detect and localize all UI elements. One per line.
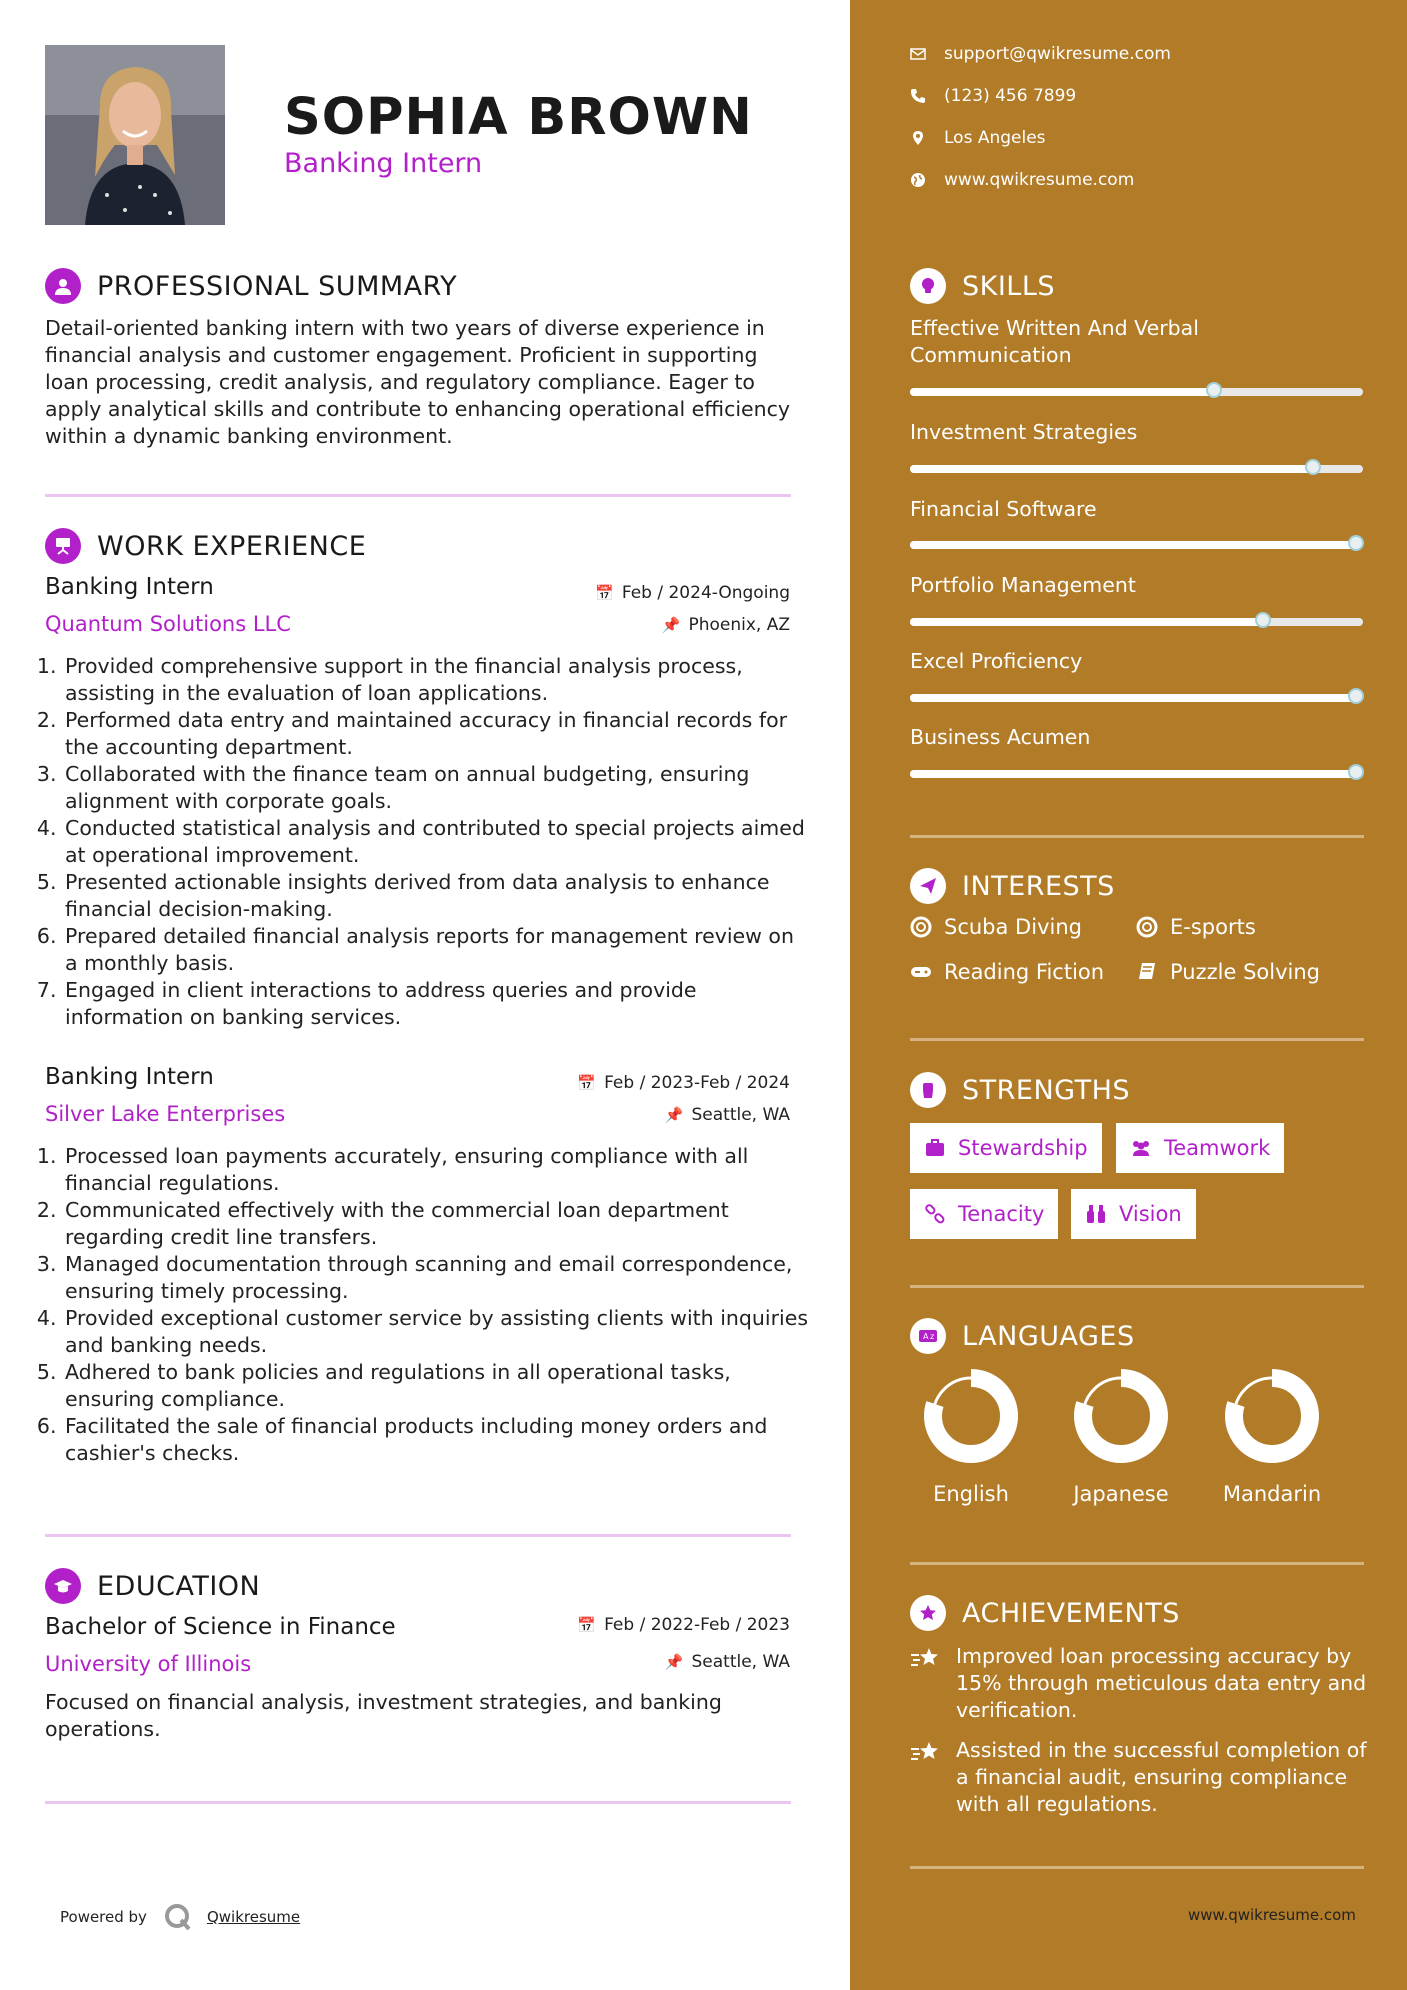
skill-label: Financial Software bbox=[910, 497, 1097, 521]
job-title: Banking Intern bbox=[45, 1064, 214, 1090]
interest-label: Reading Fiction bbox=[944, 960, 1105, 984]
svg-text:A: A bbox=[923, 1332, 929, 1341]
skill-bar bbox=[910, 465, 1363, 473]
summary-title: PROFESSIONAL SUMMARY bbox=[97, 270, 458, 302]
strength-label: Vision bbox=[1119, 1202, 1182, 1226]
candidate-name: SOPHIA BROWN bbox=[284, 88, 753, 147]
interests-title: INTERESTS bbox=[962, 870, 1115, 902]
strength-label: Stewardship bbox=[958, 1136, 1088, 1160]
language-name: Mandarin bbox=[1222, 1482, 1322, 1506]
link-icon bbox=[924, 1203, 946, 1225]
skill-bar bbox=[910, 694, 1363, 702]
interest-item bbox=[910, 915, 1082, 939]
interest-item bbox=[1136, 960, 1320, 984]
education-date-text: Feb / 2022-Feb / 2023 bbox=[604, 1615, 790, 1635]
language-item bbox=[1212, 1368, 1332, 1506]
job-date-text: Feb / 2023-Feb / 2024 bbox=[604, 1073, 790, 1093]
list-item: 2. Performed data entry and maintained accuracy in financial records for the accounting department. bbox=[63, 707, 813, 761]
contact-email-text[interactable]: support@qwikresume.com bbox=[944, 44, 1171, 64]
contact-phone bbox=[910, 86, 1076, 106]
graduation-cap-icon bbox=[45, 1568, 81, 1604]
interest-label: Puzzle Solving bbox=[1170, 960, 1320, 984]
job-date-text: Feb / 2024-Ongoing bbox=[621, 583, 790, 603]
section-divider bbox=[910, 835, 1364, 838]
interest-item bbox=[1136, 915, 1256, 939]
skill-bar-fill bbox=[910, 465, 1313, 473]
list-item: 1. Provided comprehensive support in the financial analysis process, assisting in the evaluation of loan applications. bbox=[63, 653, 813, 707]
skill-label: Portfolio Management bbox=[910, 573, 1136, 597]
skill-level-knob bbox=[1206, 382, 1222, 398]
degree-title: Bachelor of Science in Finance bbox=[45, 1614, 396, 1640]
list-item: 6. Facilitated the sale of financial products including money orders and cashier's checks. bbox=[63, 1413, 813, 1467]
section-divider bbox=[45, 1801, 791, 1804]
interest-label: E-sports bbox=[1170, 915, 1256, 939]
job-bullets bbox=[45, 1143, 813, 1467]
achievements-title: ACHIEVEMENTS bbox=[962, 1597, 1180, 1629]
education-title: EDUCATION bbox=[97, 1570, 261, 1602]
list-item: 5. Presented actionable insights derived from data analysis to enhance financial decision-making. bbox=[63, 869, 813, 923]
work-title: WORK EXPERIENCE bbox=[97, 530, 367, 562]
skill-bar bbox=[910, 770, 1363, 778]
paper-plane-icon bbox=[910, 868, 946, 904]
contact-email bbox=[910, 44, 1171, 64]
language-icon bbox=[910, 1318, 946, 1354]
star-badge-icon bbox=[910, 1595, 946, 1631]
language-name: English bbox=[933, 1482, 1009, 1506]
achievement-text: Assisted in the successful completion of a financial audit, ensuring compliance with all regulations. bbox=[956, 1738, 1367, 1816]
strengths-heading bbox=[910, 1072, 1130, 1108]
contact-website bbox=[910, 170, 1134, 190]
strength-chip bbox=[910, 1189, 1058, 1239]
list-item: 7. Engaged in client interactions to address queries and provide information on banking services. bbox=[63, 977, 813, 1031]
lifebuoy-icon bbox=[1136, 916, 1158, 938]
language-donut bbox=[1224, 1368, 1320, 1464]
achievement-text: Improved loan processing accuracy by 15% through meticulous data entry and verification. bbox=[956, 1644, 1367, 1722]
binoculars-icon bbox=[1085, 1203, 1107, 1225]
job-company: Silver Lake Enterprises bbox=[45, 1102, 286, 1126]
pin-icon: 📌 bbox=[661, 616, 681, 634]
interest-label: Scuba Diving bbox=[944, 915, 1082, 939]
powered-by bbox=[60, 1902, 300, 1932]
lifebuoy-icon bbox=[910, 916, 932, 938]
candidate-title: Banking Intern bbox=[284, 148, 483, 179]
list-item: 3. Managed documentation through scanning and email correspondence, ensuring timely processing. bbox=[63, 1251, 813, 1305]
skill-label: Excel Proficiency bbox=[910, 649, 1083, 673]
contact-location bbox=[910, 128, 1046, 148]
job-company: Quantum Solutions LLC bbox=[45, 612, 291, 636]
list-item: 3. Collaborated with the finance team on annual budgeting, ensuring alignment with corporate goals. bbox=[63, 761, 813, 815]
education-location bbox=[665, 1652, 790, 1672]
section-divider bbox=[45, 494, 791, 497]
skill-bar bbox=[910, 618, 1363, 626]
shooting-star-icon bbox=[910, 1645, 942, 1673]
fist-icon bbox=[910, 1072, 946, 1108]
calendar-icon: 📅 bbox=[577, 1074, 597, 1092]
languages-heading bbox=[910, 1318, 1135, 1354]
achievement-item bbox=[910, 1643, 1370, 1724]
list-item: 5. Adhered to bank policies and regulations in all operational tasks, ensuring compliance. bbox=[63, 1359, 813, 1413]
skill-label: Business Acumen bbox=[910, 725, 1091, 749]
section-divider bbox=[910, 1562, 1364, 1565]
list-item: 4. Provided exceptional customer service by assisting clients with inquiries and banking needs. bbox=[63, 1305, 813, 1359]
summary-heading bbox=[45, 268, 457, 304]
job-date bbox=[595, 583, 790, 603]
language-item bbox=[911, 1368, 1031, 1506]
work-heading bbox=[45, 528, 366, 564]
skill-label: Effective Written And Verbal Communication bbox=[910, 316, 1199, 367]
strengths-title: STRENGTHS bbox=[962, 1074, 1131, 1106]
job-location-text: Seattle, WA bbox=[691, 1105, 790, 1125]
footer-site[interactable]: www.qwikresume.com bbox=[1188, 1906, 1356, 1924]
section-divider bbox=[910, 1038, 1364, 1041]
user-icon bbox=[45, 268, 81, 304]
strength-chip bbox=[1071, 1189, 1196, 1239]
education-heading bbox=[45, 1568, 260, 1604]
section-divider bbox=[910, 1866, 1364, 1869]
skill-bar bbox=[910, 541, 1363, 549]
map-marker-icon bbox=[910, 130, 926, 146]
powered-by-label: Powered by bbox=[60, 1908, 147, 1926]
job-location bbox=[665, 1105, 790, 1125]
lightbulb-icon bbox=[910, 268, 946, 304]
language-item bbox=[1061, 1368, 1181, 1506]
skill-bar-fill bbox=[910, 770, 1363, 778]
education-location-text: Seattle, WA bbox=[691, 1652, 790, 1672]
envelope-icon bbox=[910, 46, 926, 62]
users-icon bbox=[1130, 1137, 1152, 1159]
summary-text: Detail-oriented banking intern with two years of diverse experience in financial analysis and customer engagement. Proficient in supporting loan processing, credit analysis, and regulatory compliance. Eager to apply analytical skills and contribute to enhancing operational efficiency within a dynamic banking environment. bbox=[45, 316, 791, 448]
brand-link[interactable]: Qwikresume bbox=[206, 1908, 301, 1926]
book-icon bbox=[1136, 961, 1158, 983]
skill-bar-fill bbox=[910, 541, 1363, 549]
svg-text:z: z bbox=[930, 1332, 935, 1341]
skill-level-knob bbox=[1305, 459, 1321, 475]
skill-level-knob bbox=[1255, 612, 1271, 628]
language-donut bbox=[1073, 1368, 1169, 1464]
pin-icon: 📌 bbox=[664, 1106, 684, 1124]
section-divider bbox=[910, 1285, 1364, 1288]
profile-photo bbox=[45, 45, 225, 225]
qwikresume-logo-icon bbox=[163, 1902, 193, 1932]
phone-icon bbox=[910, 88, 926, 104]
skill-bar-fill bbox=[910, 694, 1363, 702]
contact-phone-text: (123) 456 7899 bbox=[944, 86, 1077, 106]
pin-icon: 📌 bbox=[664, 1653, 684, 1671]
skill-label: Investment Strategies bbox=[910, 420, 1138, 444]
interest-item bbox=[910, 960, 1104, 984]
skill-bar-fill bbox=[910, 618, 1263, 626]
achievement-item bbox=[910, 1737, 1370, 1818]
calendar-icon: 📅 bbox=[577, 1616, 597, 1634]
skills-title: SKILLS bbox=[962, 270, 1056, 302]
job-location bbox=[662, 615, 790, 635]
list-item: 1. Processed loan payments accurately, ensuring compliance with all financial regulations. bbox=[63, 1143, 813, 1197]
briefcase-icon bbox=[924, 1137, 946, 1159]
languages-title: LANGUAGES bbox=[962, 1320, 1135, 1352]
presentation-icon bbox=[45, 528, 81, 564]
calendar-icon: 📅 bbox=[595, 584, 614, 602]
language-name: Japanese bbox=[1073, 1482, 1169, 1506]
list-item: 4. Conducted statistical analysis and contributed to special projects aimed at operational improvement. bbox=[63, 815, 813, 869]
contact-website-text[interactable]: www.qwikresume.com bbox=[944, 170, 1135, 190]
language-donut bbox=[923, 1368, 1019, 1464]
school-name: University of Illinois bbox=[45, 1652, 252, 1676]
achievements-heading bbox=[910, 1595, 1180, 1631]
list-item: 2. Communicated effectively with the commercial loan department regarding credit line transfers. bbox=[63, 1197, 813, 1251]
job-date bbox=[577, 1073, 790, 1093]
shooting-star-icon bbox=[910, 1739, 942, 1767]
skill-bar-fill bbox=[910, 388, 1214, 396]
contact-location-text: Los Angeles bbox=[944, 128, 1046, 148]
education-date bbox=[577, 1615, 790, 1635]
section-divider bbox=[45, 1534, 791, 1537]
strength-label: Tenacity bbox=[958, 1202, 1045, 1226]
gamepad-icon bbox=[910, 961, 932, 983]
job-title: Banking Intern bbox=[45, 574, 214, 600]
skill-bar bbox=[910, 388, 1363, 396]
skills-heading bbox=[910, 268, 1055, 304]
strength-chip bbox=[1116, 1123, 1284, 1173]
job-bullets bbox=[45, 653, 813, 1031]
strength-label: Teamwork bbox=[1164, 1136, 1271, 1160]
globe-icon bbox=[910, 172, 926, 188]
strength-chip bbox=[910, 1123, 1102, 1173]
job-location-text: Phoenix, AZ bbox=[688, 615, 790, 635]
education-text: Focused on financial analysis, investment strategies, and banking operations. bbox=[45, 1690, 722, 1741]
interests-heading bbox=[910, 868, 1115, 904]
list-item: 6. Prepared detailed financial analysis reports for management review on a monthly basis. bbox=[63, 923, 813, 977]
